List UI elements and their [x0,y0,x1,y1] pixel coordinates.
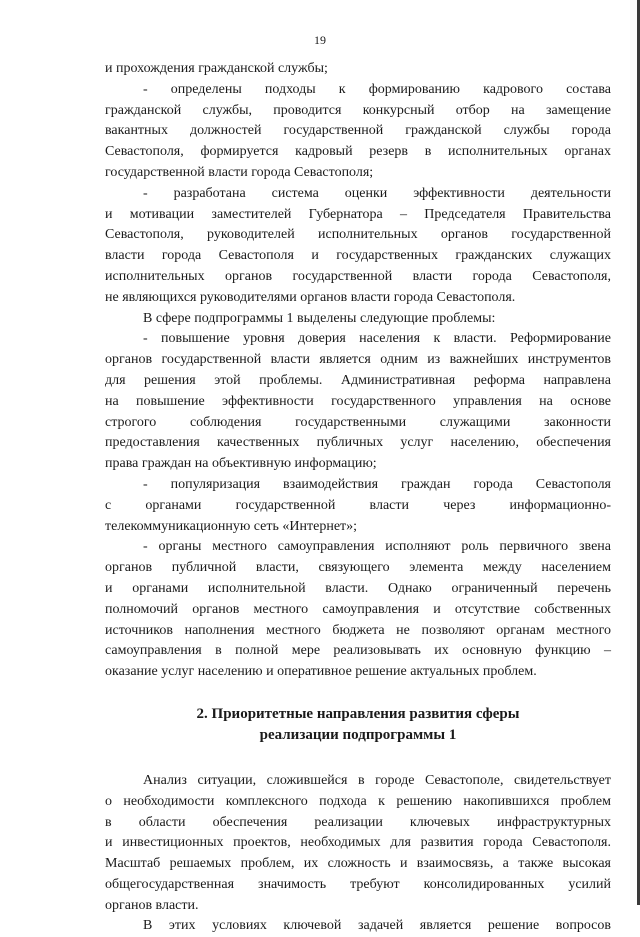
text-line: Анализ ситуации, сложившейся в городе Севастополе, свидетельствует [143,772,611,788]
text-line: органов публичной власти, связующего элемента между населением [105,560,611,576]
page-body [105,59,611,937]
text-line: органов государственной власти является одним из важнейших инструментов [105,352,611,368]
text-line: предоставления качественных публичных услуг населению, обеспечения [105,435,611,451]
text-line: в области обеспечения реализации ключевых инфраструктурных [105,814,611,830]
text-line: и органами исполнительной власти. Однако ограниченный перечень [105,580,611,596]
text-line: - повышение уровня доверия населения к власти. Реформирование [143,331,611,347]
text-line: для решения этой проблемы. Административная реформа направлена [105,372,611,388]
text-line: Севастополя, руководителей исполнительных органов государственной [105,227,611,243]
text-line: органов власти. [105,897,199,913]
text-line: строгого соблюдения государственными служащими законности [105,414,611,430]
text-line: - популяризация взаимодействия граждан города Севастополя [143,476,611,492]
text-line: о необходимости комплексного подхода к решению накопившихся проблем [105,793,611,809]
text-line: государственной власти города Севастополя; [105,164,374,180]
text-line: общегосударственная значимость требуют консолидированных усилий [105,876,611,892]
text-line: источников наполнения местного бюджета не позволяют органам местного [105,622,611,638]
section-heading-line-2: реализации подпрограммы 1 [259,726,457,743]
text-line: на повышение эффективности государственного управления на основе [105,393,611,409]
text-line: гражданской службы, проводится конкурсный отбор на замещение [105,102,611,118]
text-line: - определены подходы к формированию кадрового состава [143,81,611,97]
text-line: - разработана система оценки эффективности деятельности [143,185,611,201]
text-line: В сфере подпрограммы 1 выделены следующие проблемы: [143,310,496,326]
paragraphs-bottom [105,771,611,937]
text-line: В этих условиях ключевой задачей является решение вопросов [143,918,611,934]
text-line: оказание услуг населению и оперативное решение актуальных проблем. [105,664,537,680]
paragraphs-top [105,59,611,683]
text-line: Севастополя, формируется кадровый резерв в исполнительных органах [105,144,611,160]
text-line: и мотивации заместителей Губернатора – Председателя Правительства [105,206,611,222]
text-line: с органами государственной власти через информационно- [105,497,611,513]
text-line: самоуправления в полной мере реализовывать их основную функцию – [105,643,611,659]
text-line: и инвестиционных проектов, необходимых для развития города Севастополя. [105,835,611,851]
text-line: власти города Севастополя и государственных гражданских служащих [105,248,611,264]
text-line: полномочий органов местного самоуправления и отсутствие собственных [105,601,611,617]
text-line: не являющихся руководителями органов власти города Севастополя. [105,289,516,305]
text-line: и прохождения гражданской службы; [105,61,328,76]
heading-spacer [105,746,611,771]
section-heading-line-1: 2. Приоритетные направления развития сферы [196,705,520,722]
text-line: Масштаб решаемых проблем, их сложность и взаимосвязь, а также высокая [105,856,611,872]
text-line: вакантных должностей государственной гражданской службы города [105,123,611,139]
page-number: 19 [314,33,326,47]
text-line: исполнительных органов государственной власти города Севастополя, [105,268,611,284]
text-line: - органы местного самоуправления исполняют роль первичного звена [143,539,611,555]
text-line: права граждан на объективную информацию; [105,456,377,472]
section-heading [105,704,611,746]
text-line: телекоммуникационную сеть «Интернет»; [105,518,358,534]
